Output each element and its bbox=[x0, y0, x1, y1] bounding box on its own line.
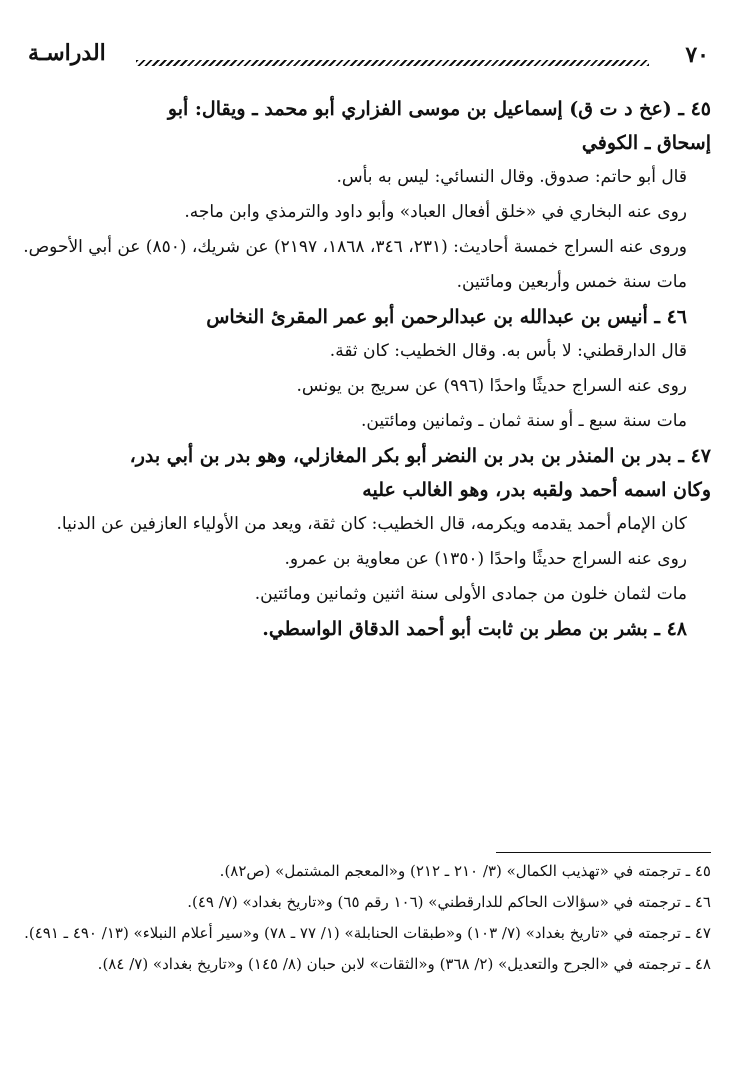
entry-47-heading-line-1: ٤٧ ـ بدر بن المنذر بن بدر بن النضر أبو بكر المغازلي، وهو بدر بن أبي بدر، bbox=[129, 445, 711, 467]
footnote-46: ٤٦ ـ ترجمته في «سؤالات الحاكم للدارقطني» (١٠٦ رقم ٦٥) و«تاريخ بغداد» (٧/ ٤٩). bbox=[187, 893, 711, 911]
entry-47-heading bbox=[20, 439, 711, 507]
footnote-45: ٤٥ ـ ترجمته في «تهذيب الكمال» (٣/ ٢١٠ ـ ٢١٢) و«المعجم المشتمل» (ص٨٢). bbox=[219, 862, 711, 880]
main-text bbox=[20, 92, 711, 646]
entry-45-paragraph: قال أبو حاتم: صدوق. وقال النسائي: ليس به بأس. bbox=[336, 167, 687, 187]
page-header bbox=[28, 38, 709, 78]
entry-45-paragraph: مات سنة خمس وأربعين ومائتين. bbox=[456, 272, 687, 292]
footnote-47: ٤٧ ـ ترجمته في «تاريخ بغداد» (٧/ ١٠٣) و«طبقات الحنابلة» (١/ ٧٧ ـ ٧٨) و«سير أعلام النبلاء» (١٣/ ٤٩٠ ـ ٤٩١). bbox=[24, 924, 711, 942]
entry-46-paragraph: مات سنة سبع ـ أو سنة ثمان ـ وثمانين ومائتين. bbox=[360, 411, 687, 431]
entry-45-heading-line-1: ٤٥ ـ (عخ د ت ق) إسماعيل بن موسى الفزاري أبو محمد ـ ويقال: أبو bbox=[167, 98, 711, 120]
page-number: ٧٠ bbox=[685, 42, 709, 68]
entry-45-heading-line-2: إسحاق ـ الكوفي bbox=[581, 132, 711, 154]
header-rule bbox=[136, 60, 649, 66]
footnotes bbox=[20, 856, 711, 980]
entry-47-paragraph: مات لثمان خلون من جمادى الأولى سنة اثنين وثمانين ومائتين. bbox=[254, 584, 687, 604]
entry-48-heading: ٤٨ ـ بشر بن مطر بن ثابت أبو أحمد الدقاق الواسطي. bbox=[262, 618, 687, 640]
running-title: الدراسـة bbox=[28, 40, 106, 66]
footnote-separator bbox=[496, 852, 711, 853]
entry-46-paragraph: قال الدارقطني: لا بأس به. وقال الخطيب: كان ثقة. bbox=[329, 341, 687, 361]
entry-47-paragraph: كان الإمام أحمد يقدمه ويكرمه، قال الخطيب: كان ثقة، ويعد من الأولياء العازفين عن الدنيا. bbox=[56, 514, 687, 534]
entry-46-paragraph: روى عنه السراج حديثًا واحدًا (٩٩٦) عن سريج بن يونس. bbox=[296, 376, 687, 396]
entry-47-heading-line-2: وكان اسمه أحمد ولقبه بدر، وهو الغالب عليه bbox=[362, 479, 711, 501]
entry-46-heading: ٤٦ ـ أنيس بن عبدالله بن عبدالرحمن أبو عمر المقرئ النخاس bbox=[206, 306, 687, 328]
entry-47-paragraph: روى عنه السراج حديثًا واحدًا (١٣٥٠) عن معاوية بن عمرو. bbox=[284, 549, 687, 569]
entry-45-paragraph: وروى عنه السراج خمسة أحاديث: (٢٣١، ٣٤٦، ١٨٦٨، ٢١٩٧) عن شريك، (٨٥٠) عن أبي الأحوص. bbox=[23, 237, 687, 257]
entry-45-paragraph: روى عنه البخاري في «خلق أفعال العباد» وأبو داود والترمذي وابن ماجه. bbox=[184, 202, 687, 222]
entry-45-heading bbox=[20, 92, 711, 160]
footnote-48: ٤٨ ـ ترجمته في «الجرح والتعديل» (٢/ ٣٦٨) و«الثقات» لابن حبان (٨/ ١٤٥) و«تاريخ بغداد» (٧/ ٨٤). bbox=[97, 955, 711, 973]
